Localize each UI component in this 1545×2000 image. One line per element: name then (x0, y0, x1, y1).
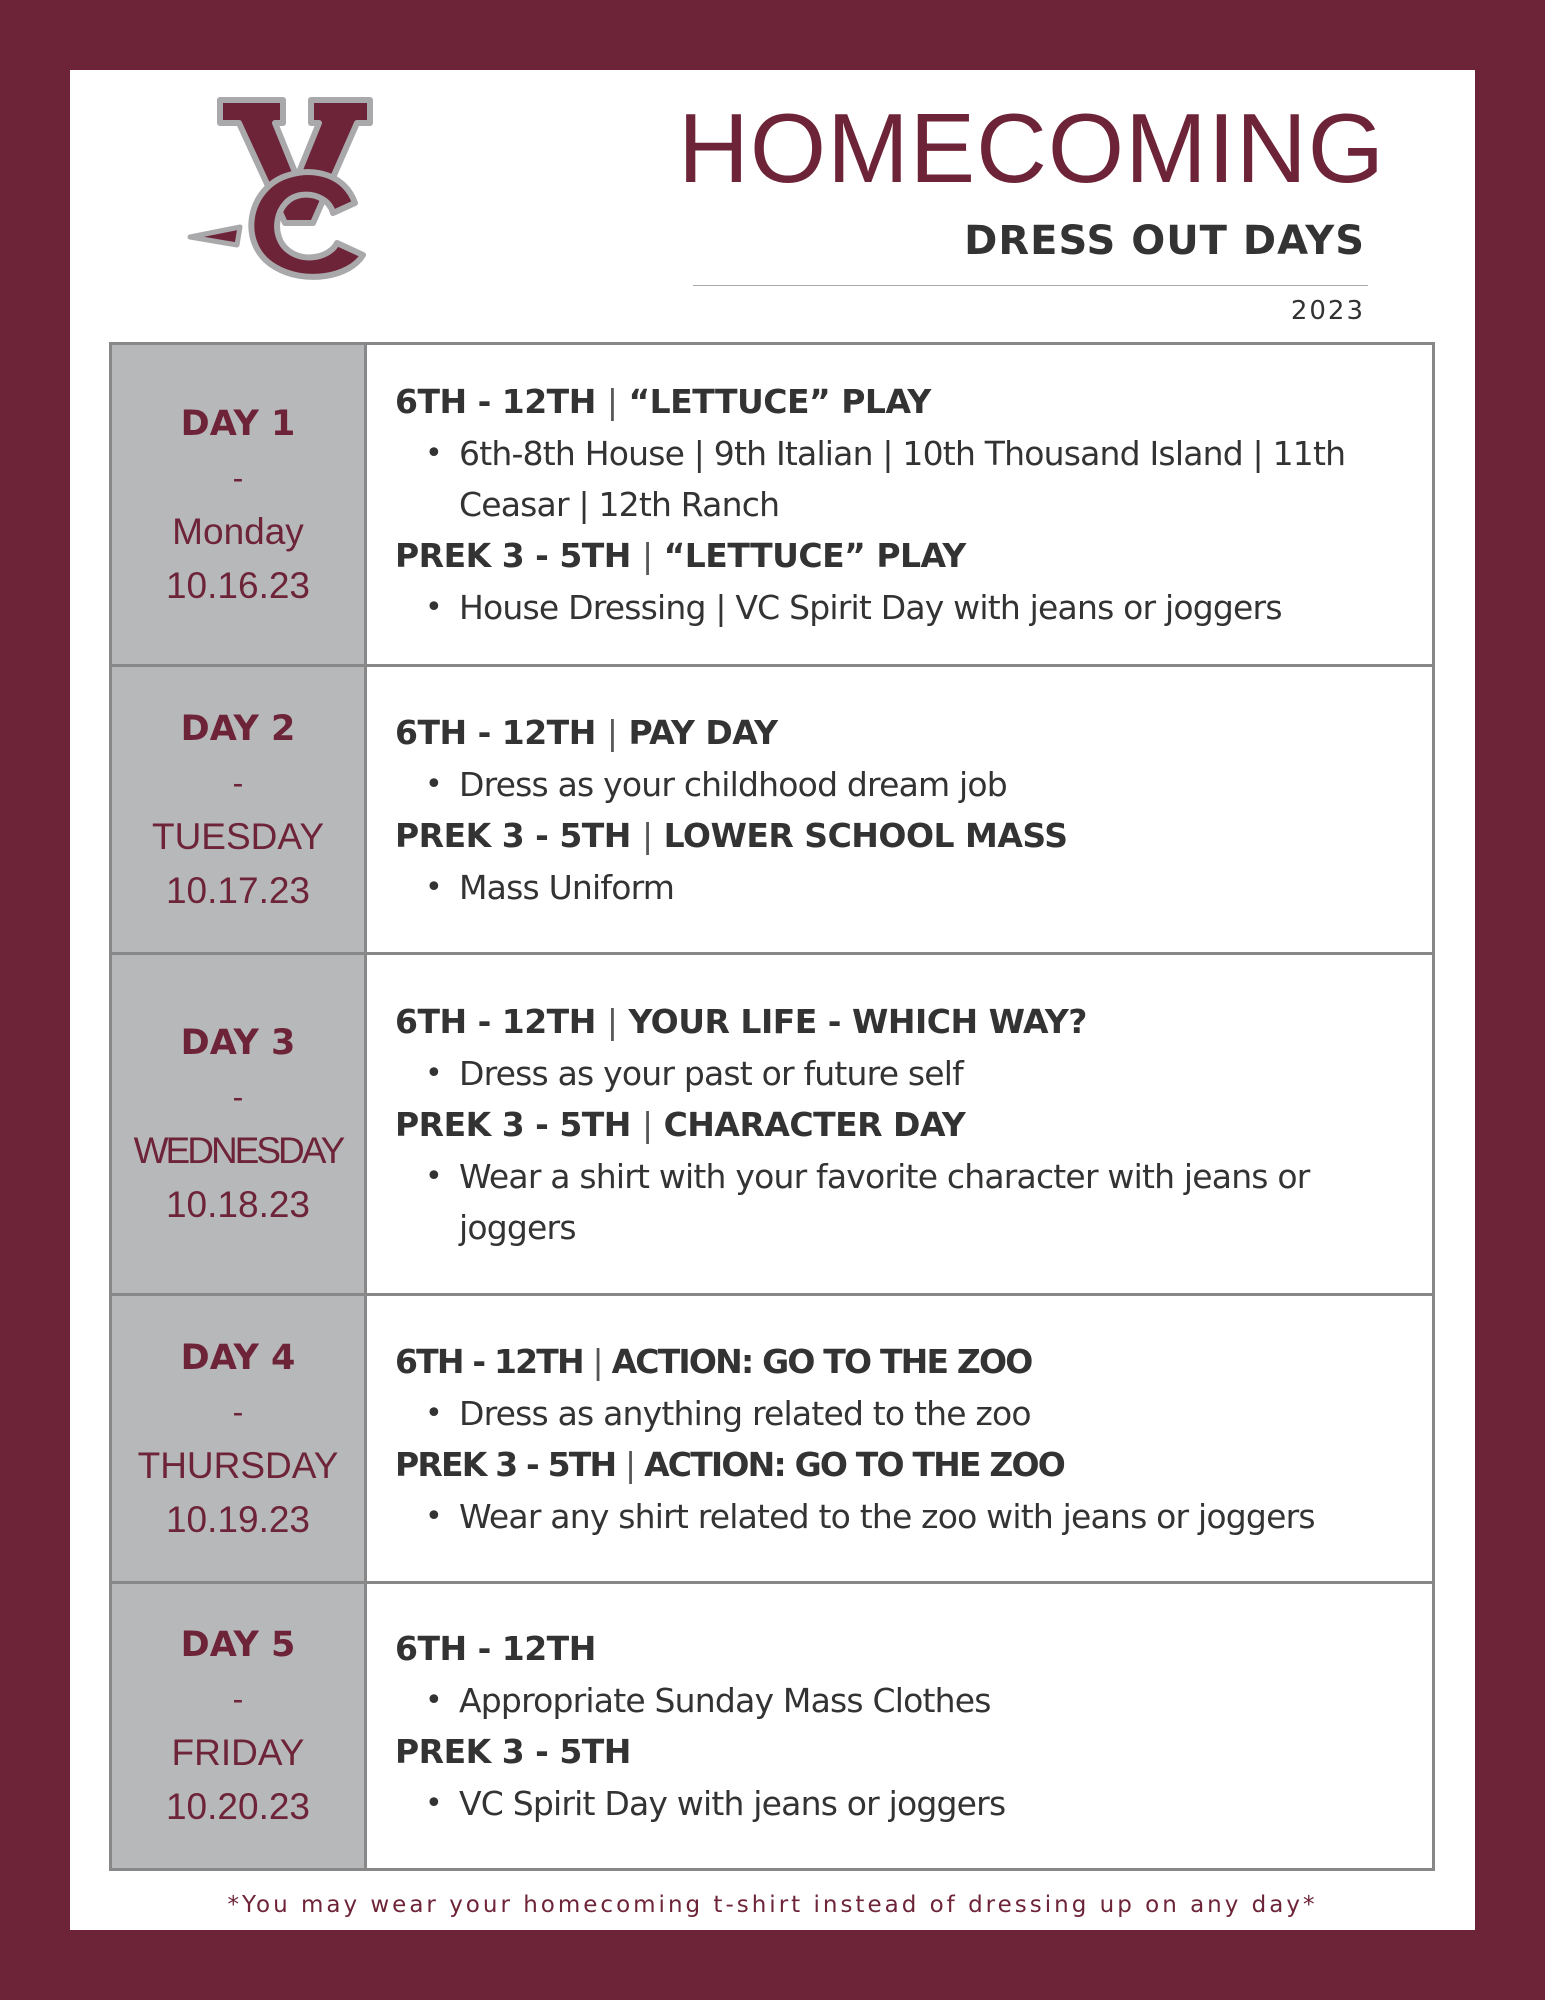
item-list (395, 582, 1392, 633)
audience-label: 6TH - 12TH (395, 1001, 596, 1041)
day-row (112, 955, 1432, 1296)
item-list (395, 1778, 1392, 1829)
audience-label: 6TH - 12TH (395, 382, 596, 421)
group-heading (395, 996, 1392, 1048)
day-date: 10.20.23 (165, 1786, 311, 1827)
list-item: • Dress as anything related to the zoo (395, 1388, 1392, 1439)
theme-label: LOWER SCHOOL MASS (663, 815, 1068, 855)
pipe-divider: | (641, 1104, 653, 1144)
day-separator: - (232, 1079, 244, 1115)
day-date: 10.19.23 (165, 1498, 311, 1540)
list-item: • VC Spirit Day with jeans or joggers (395, 1778, 1392, 1829)
day-details (367, 345, 1432, 664)
list-item: • Dress as your past or future self (395, 1048, 1392, 1099)
pipe-divider: | (641, 536, 653, 575)
audience-label: 6TH - 12TH (395, 1629, 596, 1668)
group-heading (395, 1439, 1392, 1491)
day-date: 10.16.23 (165, 564, 311, 606)
group-heading (395, 707, 1392, 759)
group-heading (395, 1623, 1392, 1675)
day-details (367, 955, 1432, 1293)
day-cell (112, 1296, 367, 1581)
item-list (395, 1151, 1392, 1253)
day-separator: - (232, 1681, 244, 1717)
list-item: • Appropriate Sunday Mass Clothes (395, 1675, 1392, 1726)
page-title: HOMECOMING (678, 93, 1385, 203)
group-heading (395, 1726, 1392, 1778)
day-number: DAY 4 (180, 1337, 296, 1378)
list-item: • Mass Uniform (395, 862, 1392, 913)
group-heading (395, 1099, 1392, 1151)
day-weekday: WEDNESDAY (133, 1130, 343, 1171)
audience-label: PREK 3 - 5TH (395, 815, 631, 855)
audience-label: 6TH - 12TH (395, 712, 596, 752)
list-item: • Wear any shirt related to the zoo with jeans or joggers (395, 1491, 1392, 1542)
schedule-table (109, 342, 1435, 1871)
day-details (367, 1296, 1432, 1581)
day-cell (112, 955, 367, 1293)
theme-label: “LETTUCE” PLAY (628, 382, 931, 421)
group-heading (395, 1336, 1392, 1388)
day-number: DAY 5 (180, 1625, 296, 1665)
day-weekday: FRIDAY (171, 1732, 305, 1773)
page-subtitle: DRESS OUT DAYS (964, 218, 1365, 264)
list-item: • Wear a shirt with your favorite character with jeans or joggers (395, 1151, 1392, 1253)
flyer-page (70, 70, 1475, 1930)
item-list (395, 428, 1392, 530)
day-number: DAY 2 (180, 708, 296, 749)
day-separator: - (232, 764, 244, 801)
list-item: • 6th-8th House | 9th Italian | 10th Thousand Island | 11th Ceasar | 12th Ranch (395, 428, 1392, 530)
group-heading (395, 376, 1392, 428)
list-item: • Dress as your childhood dream job (395, 759, 1392, 810)
pipe-divider: | (641, 815, 653, 855)
day-row (112, 1584, 1432, 1868)
item-list (395, 862, 1392, 913)
day-cell (112, 667, 367, 952)
day-details (367, 667, 1432, 952)
day-number: DAY 1 (180, 403, 296, 444)
theme-label: CHARACTER DAY (663, 1104, 966, 1144)
theme-label: YOUR LIFE - WHICH WAY? (628, 1001, 1087, 1041)
day-cell (112, 345, 367, 664)
day-separator: - (232, 1393, 244, 1430)
pipe-divider: | (606, 1001, 618, 1041)
pipe-divider: | (592, 1341, 602, 1381)
audience-label: PREK 3 - 5TH (395, 536, 631, 575)
footer-note: *You may wear your homecoming t-shirt instead of dressing up on any day* (227, 1892, 1318, 1918)
day-weekday: Monday (172, 510, 304, 552)
theme-label: “LETTUCE” PLAY (663, 536, 966, 575)
vc-logo (185, 95, 400, 290)
item-list (395, 759, 1392, 810)
list-item: • House Dressing | VC Spirit Day with jeans or joggers (395, 582, 1392, 633)
day-weekday: THURSDAY (137, 1444, 339, 1486)
audience-label: 6TH - 12TH (395, 1341, 583, 1381)
year-label: 2023 (1290, 296, 1365, 326)
audience-label: PREK 3 - 5TH (395, 1732, 631, 1771)
header-divider (693, 285, 1368, 286)
theme-label: ACTION: GO TO THE ZOO (611, 1341, 1032, 1381)
day-row (112, 345, 1432, 667)
day-weekday: TUESDAY (151, 815, 324, 857)
item-list (395, 1388, 1392, 1439)
day-row (112, 1296, 1432, 1584)
day-number: DAY 3 (180, 1023, 296, 1063)
group-heading (395, 530, 1392, 582)
day-cell (112, 1584, 367, 1868)
pipe-divider: | (606, 712, 618, 752)
pipe-divider: | (625, 1444, 635, 1484)
theme-label: ACTION: GO TO THE ZOO (644, 1444, 1065, 1484)
audience-label: PREK 3 - 5TH (395, 1104, 631, 1144)
theme-label: PAY DAY (628, 712, 778, 752)
item-list (395, 1675, 1392, 1726)
pipe-divider: | (606, 382, 618, 421)
item-list (395, 1048, 1392, 1099)
day-separator: - (232, 459, 244, 496)
item-list (395, 1491, 1392, 1542)
audience-label: PREK 3 - 5TH (395, 1444, 616, 1484)
group-heading (395, 810, 1392, 862)
day-details (367, 1584, 1432, 1868)
day-date: 10.18.23 (165, 1184, 311, 1225)
day-row (112, 667, 1432, 955)
day-date: 10.17.23 (165, 869, 311, 911)
